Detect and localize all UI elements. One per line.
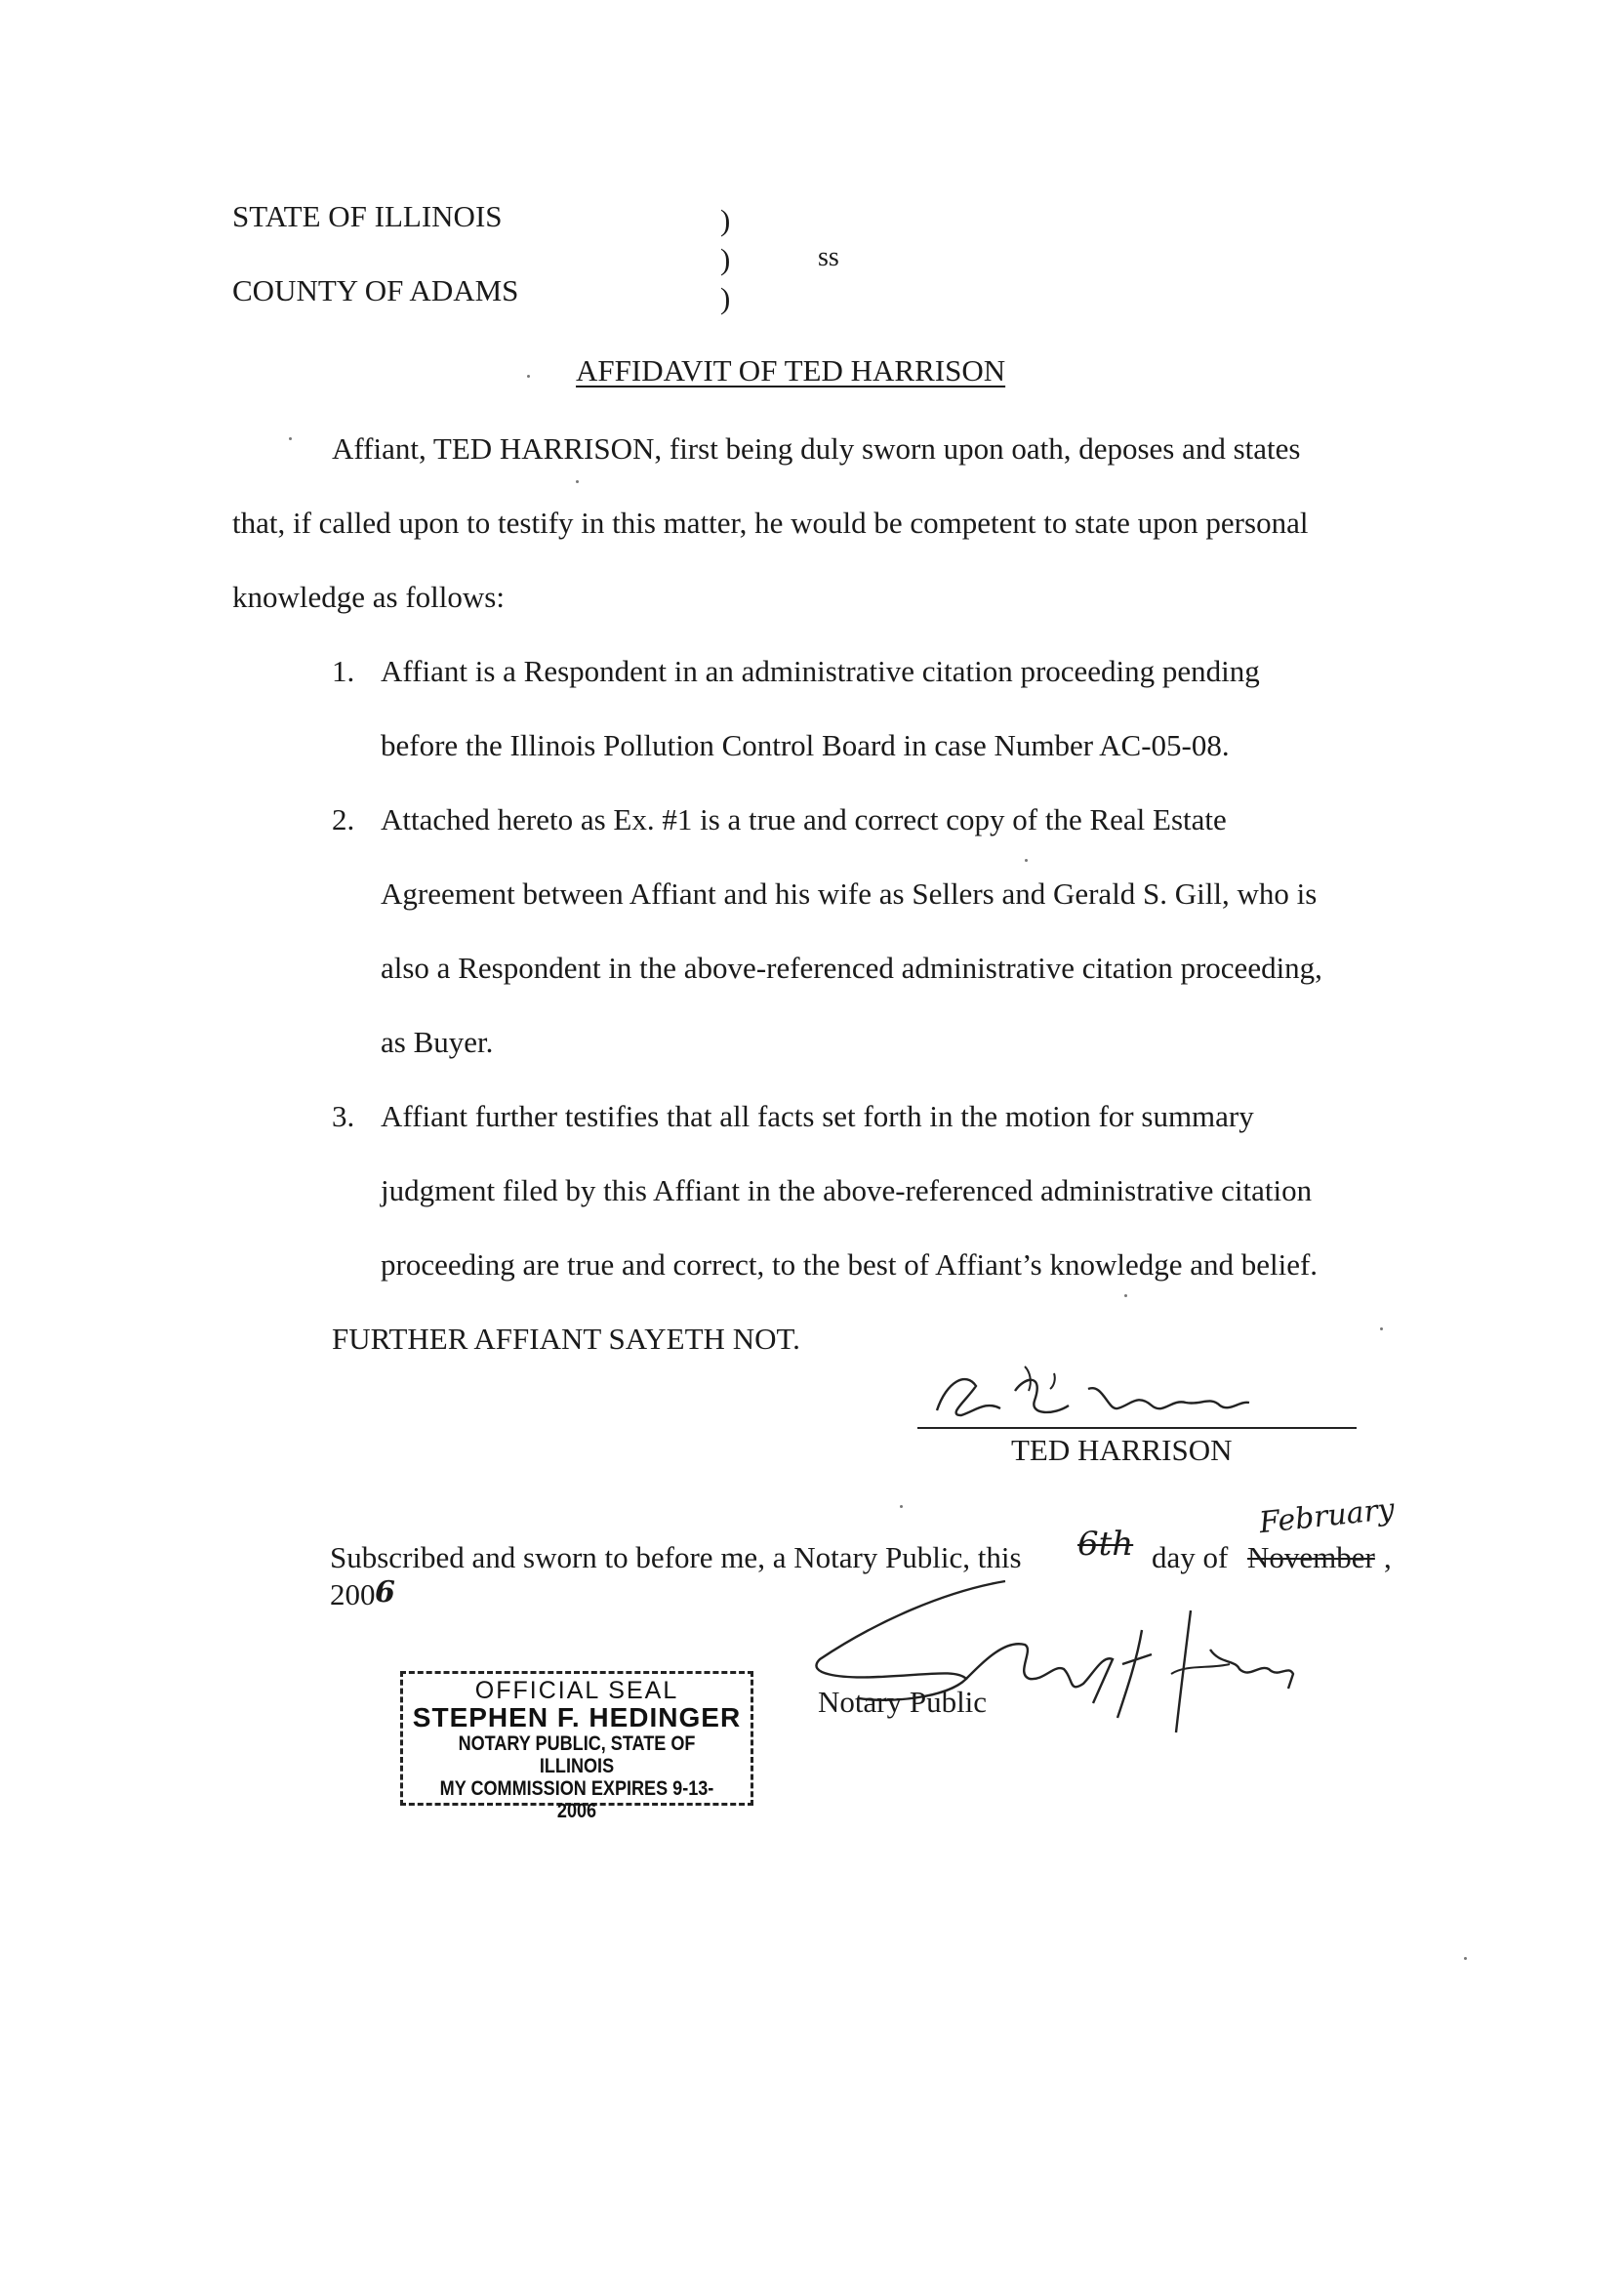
intro-line-2: that, if called upon to testify in this matter, he would be competent to state upon personal	[232, 506, 1309, 540]
seal-line-3: NOTARY PUBLIC, STATE OF ILLINOIS	[458, 1732, 696, 1777]
item-2-line-3: also a Respondent in the above-referenced administrative citation proceeding,	[381, 951, 1322, 985]
item-number: 3.	[332, 1099, 355, 1133]
item-1-line-2: before the Illinois Pollution Control Board in case Number AC-05-08.	[381, 728, 1230, 762]
ss-label: ss	[818, 242, 839, 272]
affiant-name: TED HARRISON	[1011, 1433, 1233, 1467]
jurat-year-handwritten: 6	[375, 1575, 395, 1610]
seal-commission-expiry: MY COMMISSION EXPIRES 9-13-2006	[439, 1776, 714, 1822]
caption-paren-1: )	[720, 203, 731, 237]
jurat-year-printed: 200	[330, 1577, 376, 1611]
county-label: COUNTY OF ADAMS	[232, 273, 519, 307]
intro-line-1: Affiant, TED HARRISON, first being duly sworn upon oath, deposes and states	[332, 431, 1301, 466]
scan-speck	[576, 480, 579, 483]
item-number: 2.	[332, 802, 355, 836]
item-number: 1.	[332, 654, 355, 688]
intro-line-3: knowledge as follows:	[232, 580, 505, 614]
caption-paren-2: )	[720, 242, 731, 276]
affiant-signature-line	[917, 1427, 1357, 1429]
notary-label: Notary Public	[818, 1685, 988, 1719]
scan-speck	[527, 375, 530, 378]
scan-speck	[900, 1505, 903, 1508]
jurat-month-struck: November	[1247, 1540, 1375, 1574]
jurat-prefix: Subscribed and sworn to before me, a Notary Public, this	[330, 1540, 1022, 1574]
item-3-line-2: judgment filed by this Affiant in the above-referenced administrative citation	[381, 1173, 1313, 1207]
item-2-line-1: Attached hereto as Ex. #1 is a true and correct copy of the Real Estate	[381, 802, 1227, 836]
official-seal-stamp	[400, 1671, 753, 1822]
jurat-comma: ,	[1384, 1540, 1392, 1574]
seal-notary-name: STEPHEN F. HEDINGER	[412, 1702, 742, 1733]
scan-speck	[1380, 1327, 1383, 1330]
state-label: STATE OF ILLINOIS	[232, 199, 503, 233]
jurat-day-word: day of	[1152, 1540, 1229, 1574]
item-3-line-1: Affiant further testifies that all facts set forth in the motion for summary	[381, 1099, 1254, 1133]
scan-speck	[1025, 859, 1028, 862]
jurat-day-handwritten: 6th	[1077, 1525, 1134, 1564]
item-2-line-4: as Buyer.	[381, 1025, 494, 1059]
item-3-line-3: proceeding are true and correct, to the best of Affiant’s knowledge and belief.	[381, 1247, 1319, 1282]
caption-paren-3: )	[720, 281, 731, 315]
scan-speck	[1124, 1294, 1127, 1297]
seal-line-1: OFFICIAL SEAL	[474, 1677, 679, 1704]
affiant-signature	[908, 1362, 1318, 1430]
item-1-line-1: Affiant is a Respondent in an administrative citation proceeding pending	[381, 654, 1260, 688]
scan-speck	[1464, 1957, 1467, 1960]
item-2-line-2: Agreement between Affiant and his wife as Sellers and Gerald S. Gill, who is	[381, 876, 1318, 911]
document-title: AFFIDAVIT OF TED HARRISON	[576, 353, 1006, 387]
jurat-month-handwritten: February	[1257, 1491, 1397, 1541]
closing-statement: FURTHER AFFIANT SAYETH NOT.	[332, 1322, 800, 1356]
notary-signature	[800, 1571, 1327, 1747]
scan-speck	[289, 437, 292, 440]
